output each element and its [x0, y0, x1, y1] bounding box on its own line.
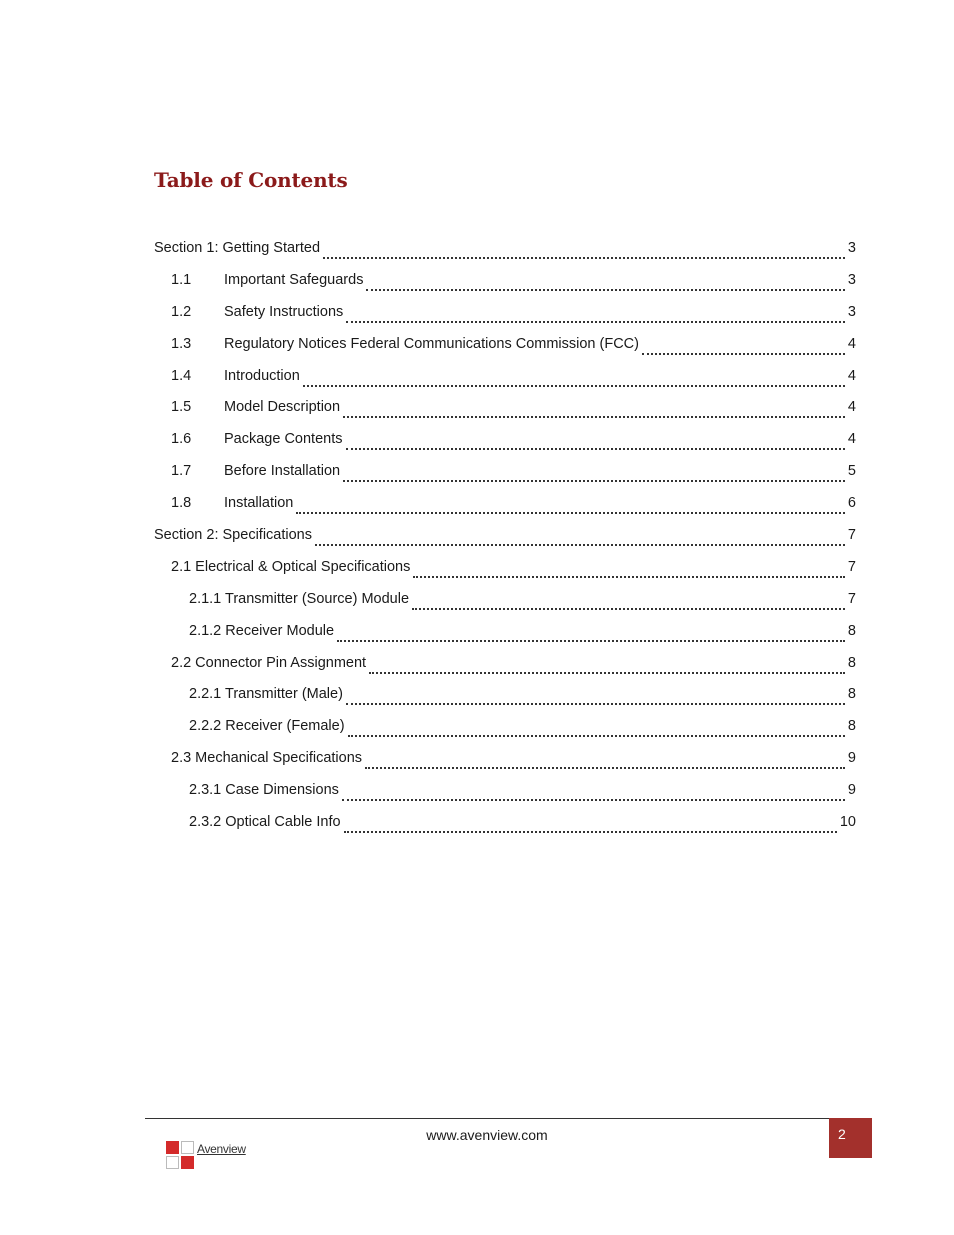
toc-entry-title: Section 2: Specifications — [154, 527, 312, 544]
toc-entry-title: 2.1 Electrical & Optical Specifications — [171, 558, 411, 575]
toc-entry-title: Installation — [224, 495, 294, 512]
toc-entry-title: 2.3.1 Case Dimensions — [189, 782, 339, 799]
dot-leader — [344, 817, 837, 833]
footer-url[interactable]: www.avenview.com — [426, 1127, 548, 1143]
dot-leader — [337, 626, 845, 642]
toc-entry-title: Package Contents — [224, 431, 343, 448]
toc-entry-title: 2.2.1 Transmitter (Male) — [189, 686, 343, 703]
logo-square-outline-2 — [166, 1156, 179, 1169]
toc-entry[interactable] — [154, 811, 856, 843]
toc-entry[interactable] — [154, 620, 856, 652]
toc-entry-page: 4 — [847, 367, 856, 384]
toc-entry[interactable] — [154, 588, 856, 620]
toc-entry-number: 1.4 — [171, 367, 192, 384]
toc-entry[interactable] — [154, 715, 856, 747]
toc-entry-title: 2.1.2 Receiver Module — [189, 622, 335, 639]
dot-leader — [346, 689, 845, 705]
page-number: 2 — [838, 1126, 846, 1142]
toc-entry[interactable] — [154, 365, 856, 397]
toc-entry-page: 8 — [847, 718, 856, 735]
toc-entry-page: 7 — [847, 558, 856, 575]
dot-leader — [365, 753, 845, 769]
dot-leader — [412, 594, 845, 610]
toc-entry[interactable] — [154, 396, 856, 428]
toc-entry-number: 1.1 — [171, 271, 192, 288]
dot-leader — [642, 339, 845, 355]
toc-entry-page: 6 — [847, 495, 856, 512]
dot-leader — [342, 785, 845, 801]
toc-entry-title: 2.3.2 Optical Cable Info — [189, 814, 341, 831]
dot-leader — [296, 498, 845, 514]
avenview-logo — [163, 1138, 263, 1180]
toc-entry-page: 4 — [847, 335, 856, 352]
toc-entry-title: Safety Instructions — [224, 303, 344, 320]
toc-entry-title: 2.2 Connector Pin Assignment — [171, 654, 367, 671]
dot-leader — [413, 562, 845, 578]
toc-entry[interactable] — [154, 460, 856, 492]
toc-entry-title: Important Safeguards — [224, 271, 364, 288]
dot-leader — [369, 658, 845, 674]
toc-entry-page: 8 — [847, 622, 856, 639]
dot-leader — [343, 466, 845, 482]
toc-entry-title: Model Description — [224, 399, 341, 416]
logo-square-red-1 — [166, 1141, 179, 1154]
logo-square-red-2 — [181, 1156, 194, 1169]
toc-entry[interactable] — [154, 333, 856, 365]
toc-entry-page: 4 — [847, 399, 856, 416]
toc-entry-title: 2.1.1 Transmitter (Source) Module — [189, 590, 410, 607]
toc-entry-page: 8 — [847, 686, 856, 703]
toc-entry-page: 7 — [847, 527, 856, 544]
toc-entry[interactable] — [154, 428, 856, 460]
toc-entry-number: 1.5 — [171, 399, 192, 416]
toc-entry[interactable] — [154, 269, 856, 301]
toc-entry-page: 3 — [847, 303, 856, 320]
toc-entry-number: 1.3 — [171, 335, 192, 352]
toc-entry[interactable] — [154, 237, 856, 269]
logo-wordmark: Avenview — [197, 1142, 246, 1156]
table-of-contents — [154, 237, 856, 843]
toc-entry-page: 9 — [847, 782, 856, 799]
toc-entry-page: 10 — [839, 814, 856, 831]
toc-entry[interactable] — [154, 301, 856, 333]
toc-entry-title: 2.3 Mechanical Specifications — [171, 750, 363, 767]
page-number-badge — [829, 1118, 872, 1158]
toc-entry-number: 1.8 — [171, 495, 192, 512]
toc-entry-page: 9 — [847, 750, 856, 767]
toc-entry-title: Introduction — [224, 367, 300, 384]
dot-leader — [303, 371, 845, 387]
toc-entry-page: 5 — [847, 463, 856, 480]
dot-leader — [348, 721, 845, 737]
toc-entry-page: 3 — [847, 271, 856, 288]
toc-entry[interactable] — [154, 652, 856, 684]
toc-entry-page: 3 — [847, 240, 856, 256]
toc-entry-title: Before Installation — [224, 463, 341, 480]
toc-entry[interactable] — [154, 524, 856, 556]
toc-entry-title: Section 1: Getting Started — [154, 240, 321, 256]
dot-leader — [346, 307, 845, 323]
footer-divider — [145, 1118, 831, 1119]
toc-entry-number: 1.7 — [171, 463, 192, 480]
toc-entry-number: 1.6 — [171, 431, 192, 448]
dot-leader — [323, 243, 845, 259]
toc-entry-number: 1.2 — [171, 303, 192, 320]
toc-entry-page: 7 — [847, 590, 856, 607]
toc-entry[interactable] — [154, 779, 856, 811]
toc-entry-title: Regulatory Notices Federal Communications Commission (FCC) — [224, 335, 639, 352]
toc-entry[interactable] — [154, 492, 856, 524]
toc-entry[interactable] — [154, 747, 856, 779]
dot-leader — [346, 434, 845, 450]
toc-entry-title: 2.2.2 Receiver (Female) — [189, 718, 345, 735]
toc-heading: Table of Contents — [154, 168, 348, 192]
toc-entry[interactable] — [154, 556, 856, 588]
dot-leader — [343, 402, 845, 418]
dot-leader — [366, 275, 844, 291]
toc-entry-page: 4 — [847, 431, 856, 448]
toc-entry-page: 8 — [847, 654, 856, 671]
dot-leader — [315, 530, 845, 546]
logo-square-outline-1 — [181, 1141, 194, 1154]
toc-entry[interactable] — [154, 683, 856, 715]
